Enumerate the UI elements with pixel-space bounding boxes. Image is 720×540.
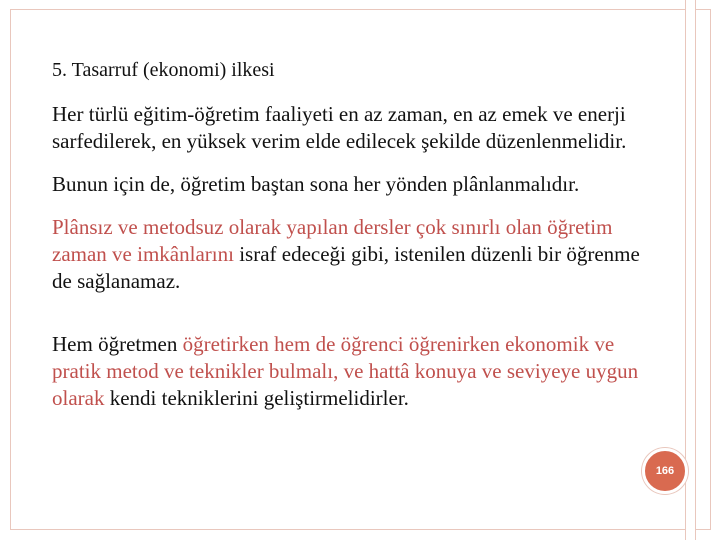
paragraph-3 bbox=[52, 214, 652, 295]
paragraph-4-text-start: Hem öğretmen bbox=[52, 332, 183, 356]
paragraph-3-text: israf edeceği gibi, istenilen düzenli bir öğrenme de sağlanamaz. bbox=[52, 242, 640, 293]
decorative-stripe bbox=[685, 0, 696, 540]
paragraph-4-highlighted-text: öğretirken hem de öğrenci öğrenirken ekonomik ve pratik metod ve teknikler bulmalı, ve hattâ konuya ve seviyeye uygun olarak bbox=[52, 332, 639, 410]
paragraph-4-text-end: kendi tekniklerini geliştirmelidirler. bbox=[104, 386, 409, 410]
paragraph-1-text: Her türlü eğitim-öğretim faaliyeti en az zaman, en az emek ve enerji sarfedilerek, en yüksek verim elde edilecek şekilde düzenlenmelidir. bbox=[52, 102, 627, 153]
paragraph-3-highlighted-text: Plânsız ve metodsuz olarak yapılan dersler çok sınırlı olan öğretim zaman ve imkânlarını bbox=[52, 215, 613, 266]
paragraph-2-text: Bunun için de, öğretim baştan sona her yönden plânlanmalıdır. bbox=[52, 172, 580, 196]
slide-heading: 5. Tasarruf (ekonomi) ilkesi bbox=[52, 59, 275, 81]
slide-content bbox=[52, 58, 652, 412]
page-number-badge bbox=[642, 448, 688, 494]
paragraph-4 bbox=[52, 331, 652, 412]
paragraph-1 bbox=[52, 101, 652, 155]
page-number: 166 bbox=[655, 465, 675, 477]
paragraph-2 bbox=[52, 171, 652, 198]
